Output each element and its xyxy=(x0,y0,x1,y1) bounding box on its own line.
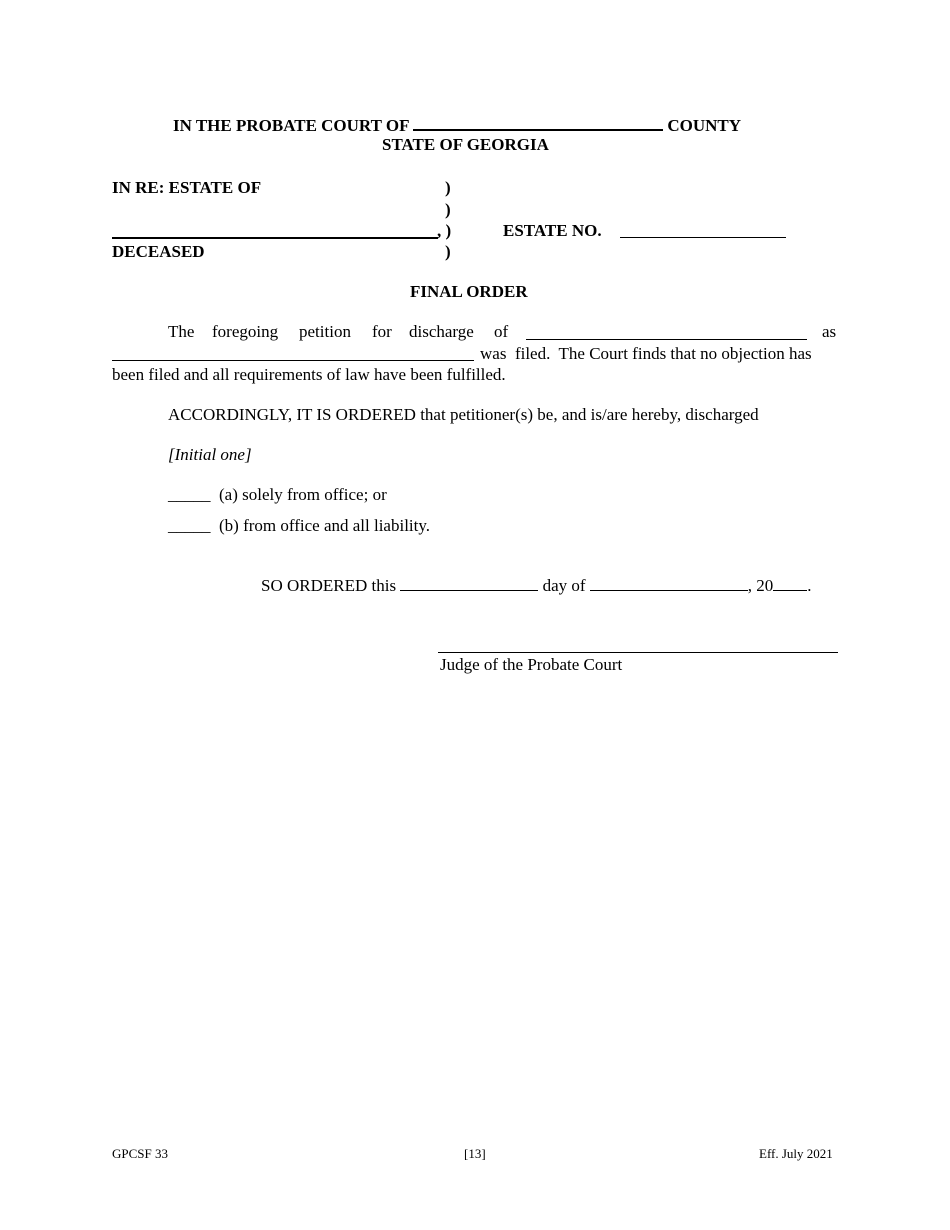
p1-word-1: foregoing xyxy=(212,322,279,341)
caption-paren-3: ) xyxy=(445,242,451,261)
day-field[interactable] xyxy=(400,575,538,591)
order-paragraph: ACCORDINGLY, IT IS ORDERED that petitioner(s) be, and is/are hereby, discharged xyxy=(168,405,759,424)
option-b xyxy=(168,516,430,536)
court-suffix: COUNTY xyxy=(667,116,742,135)
effective-date: Eff. July 2021 xyxy=(759,1146,833,1161)
judge-signature-line[interactable] xyxy=(438,652,838,653)
option-b-text: (b) from office and all liability. xyxy=(219,516,431,535)
p1-word-2: petition xyxy=(299,322,351,341)
p1-as: as xyxy=(822,322,837,341)
capacity-field[interactable] xyxy=(112,345,474,361)
option-b-initial-blank[interactable]: _____ xyxy=(168,516,211,535)
caption-paren-1: ) xyxy=(445,178,451,197)
option-a xyxy=(168,485,387,505)
initial-instruction: [Initial one] xyxy=(168,445,252,464)
county-field[interactable] xyxy=(413,114,663,131)
estate-no-field[interactable] xyxy=(620,222,786,238)
p1-line-2: was filed. The Court finds that no objection has xyxy=(480,344,812,363)
estate-no-label: ESTATE NO. xyxy=(503,221,602,240)
option-a-text: (a) solely from office; or xyxy=(219,485,387,504)
decedent-name-field[interactable] xyxy=(112,222,438,239)
caption-comma-paren: , ) xyxy=(437,221,452,240)
p1-word-4: discharge xyxy=(409,322,474,341)
year-field[interactable] xyxy=(773,575,807,591)
fiduciary-name-field[interactable] xyxy=(526,324,807,340)
court-header xyxy=(173,114,741,136)
so-ordered-label: SO ORDERED this xyxy=(261,576,397,595)
p1-word-3: for xyxy=(372,322,392,341)
month-field[interactable] xyxy=(590,575,748,591)
caption-paren-2: ) xyxy=(445,200,451,219)
period: . xyxy=(807,576,812,595)
page-title: FINAL ORDER xyxy=(410,282,528,301)
in-re-label: IN RE: ESTATE OF xyxy=(112,178,262,197)
year-prefix: , 20 xyxy=(747,576,774,595)
judge-label: Judge of the Probate Court xyxy=(440,655,623,674)
page-number: [13] xyxy=(464,1146,486,1161)
court-prefix: IN THE PROBATE COURT OF xyxy=(173,116,409,135)
deceased-label: DECEASED xyxy=(112,242,205,261)
day-of-label: day of xyxy=(542,576,586,595)
option-a-initial-blank[interactable]: _____ xyxy=(168,485,211,504)
p1-line-3: been filed and all requirements of law have been fulfilled. xyxy=(112,365,506,384)
state-title: STATE OF GEORGIA xyxy=(382,135,549,154)
form-id: GPCSF 33 xyxy=(112,1146,168,1161)
p1-word-5: of xyxy=(494,322,509,341)
so-ordered-line xyxy=(261,575,812,596)
p1-word-0: The xyxy=(168,322,195,341)
